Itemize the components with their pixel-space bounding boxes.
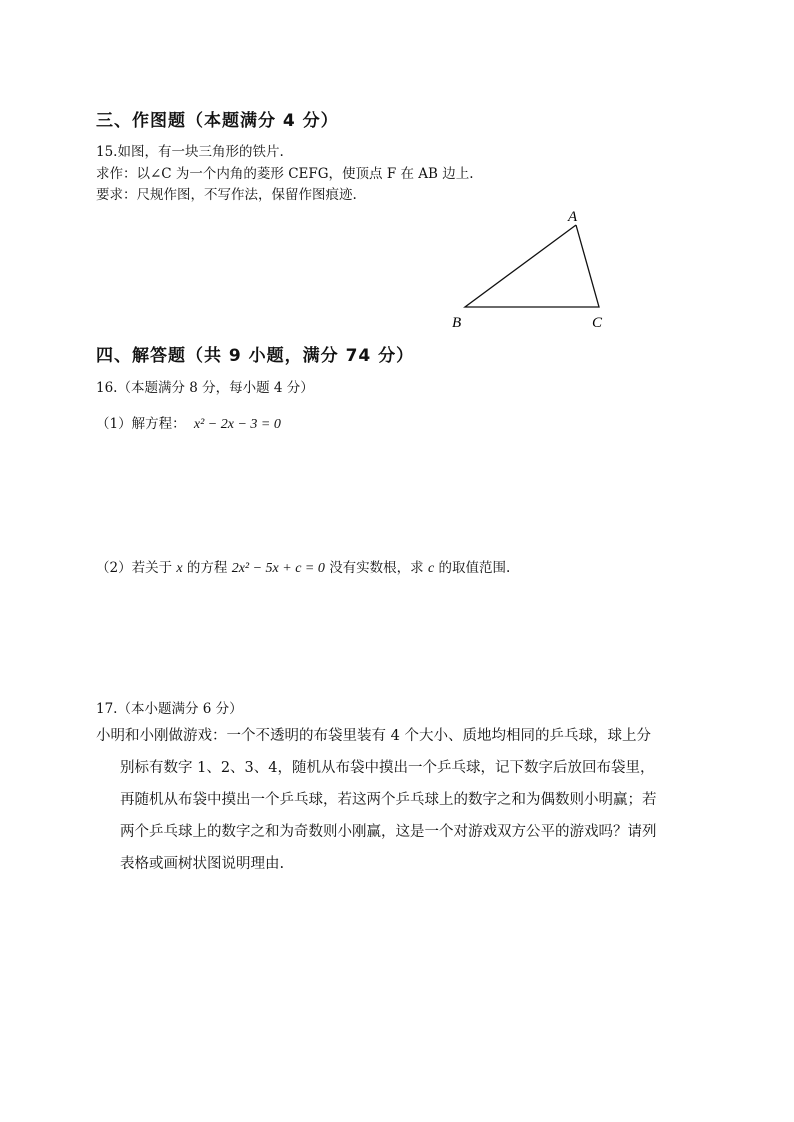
q17-line5: 表格或画树状图说明理由. [120,856,285,872]
q16-header: 16.（本题满分 8 分，每小题 4 分） [96,380,314,396]
q15-line2: 求作：以∠C 为一个内角的菱形 CEFG，使顶点 F 在 AB 边上. [96,166,474,182]
q17-line1: 小明和小刚做游戏：一个不透明的布袋里装有 4 个大小、质地均相同的乒乓球，球上分 [96,728,651,744]
q17-line4: 两个乒乓球上的数字之和为奇数则小刚赢，这是一个对游戏双方公平的游戏吗？请列 [120,824,657,840]
q15-line3: 要求：尺规作图，不写作法，保留作图痕迹. [96,187,357,203]
q16-part2-var-x: x [176,561,183,576]
q16-part1 [96,412,281,433]
vertex-b-label: B [452,315,462,331]
q15-line1: 15.如图，有一块三角形的铁片. [96,144,284,160]
section4-title: 四、解答题（共 9 小题，满分 74 分） [96,346,415,366]
vertex-c-label: C [592,315,603,331]
q16-part2-mid2: 没有实数根，求 [329,560,424,576]
q16-part2-mid: 的方程 [186,560,228,576]
q16-part2-suffix: 的取值范围. [438,560,511,576]
q16-part1-prefix: （1）解方程： [96,416,186,432]
q16-part2-var-c: c [427,561,435,576]
vertex-a-label: A [568,209,578,225]
q16-part1-equation: x² − 2x − 3 = 0 [193,417,281,432]
q16-part2 [96,556,510,577]
q17-header: 17.（本小题满分 6 分） [96,701,243,717]
q16-part2-equation: 2x² − 5x + c = 0 [231,561,325,576]
q17-line3: 再随机从布袋中摸出一个乒乓球，若这两个乒乓球上的数字之和为偶数则小明赢；若 [120,792,657,808]
section3-title: 三、作图题（本题满分 4 分） [96,111,339,131]
q16-part2-prefix: （2）若关于 [96,560,173,576]
triangle-shape [465,225,599,307]
q17-line2: 别标有数字 1、2、3、4，随机从布袋中摸出一个乒乓球，记下数字后放回布袋里， [120,760,655,776]
triangle-figure [440,200,620,335]
